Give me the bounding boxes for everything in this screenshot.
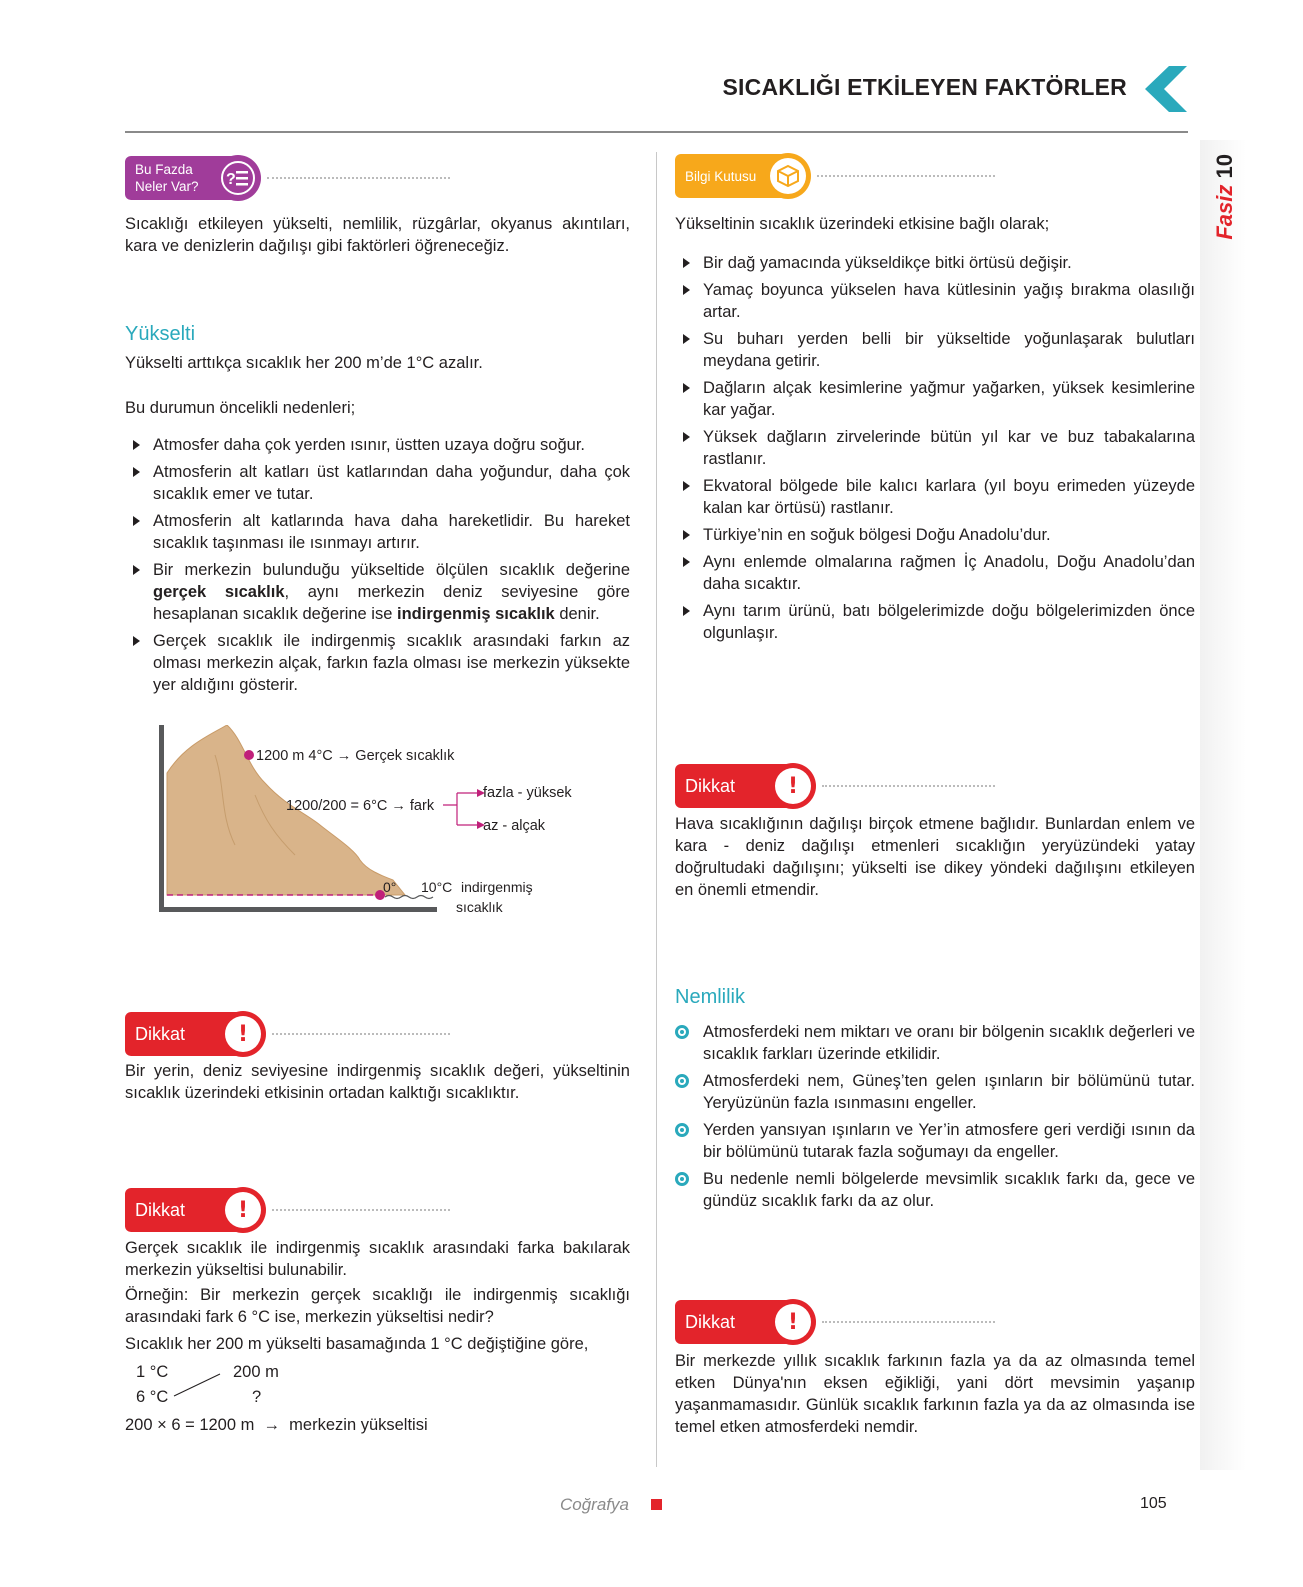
nemlilik-list [675,1021,1195,1217]
list-item: Türkiye’nin en soğuk bölgesi Doğu Anadolu’dur. [675,524,1195,546]
dikkat-label: Dikkat [135,1023,186,1044]
dikkat4-text: Bir merkezde yıllık sıcaklık farkının fazla ya da az olmasında temel etken Dünya'nın eksen eğikliği, yani dört mevsimin yaşanıp yaşanmamasıdır. Günlük sıcaklık farkının fazla ya da az olmasında ise temel etken atmosferdeki nemdir. [675,1352,1195,1436]
column-divider [656,152,657,1467]
list-item: Atmosferdeki nem miktarı ve oranı bir bölgenin sıcaklık değerleri ve sıcaklık farkları üzerinde etkilidir. [675,1021,1195,1065]
ratio-cross-line [172,1372,222,1398]
dikkat2-p3: Sıcaklık her 200 m yükselti basamağında 1 °C değiştiğine göre, [125,1335,589,1353]
label-az: az - alçak [483,818,546,834]
exclamation-icon: ! [775,768,811,804]
label-sicaklik: sıcaklık [456,899,503,915]
list-item [125,559,630,625]
footer-subject: Coğrafya [560,1495,629,1514]
fasiz-label [1212,154,1238,240]
label-indirgenmis: indirgenmiş [461,879,533,895]
dikkat3-text: Hava sıcaklığının dağılışı birçok etmene bağlıdır. Bunlardan enlem ve kara - deniz dağılışı etmenleri sıcaklığın yeryüzündeki yatay doğrultudaki dağılışını; yükselti ise dikey yöndeki dağılışını etkileyen en önemli etmendir. [675,815,1195,899]
list-item: Dağların alçak kesimlerine yağmur yağarken, yüksek kesimlerine kar yağar. [675,377,1195,421]
dikkat-label: Dikkat [685,775,736,796]
list-item: Yamaç boyunca yükselen hava kütlesinin yağış bırakma olasılığı artar. [675,279,1195,323]
gercek-sicaklik-term: gerçek sıcaklık [153,583,285,601]
header-rule [125,131,1188,133]
bullet4-part3: denir. [554,605,600,623]
label-zero: 0° [383,879,397,895]
list-item: Aynı tarım ürünü, batı bölgelerimizde doğu bölgelerimizden önce olgunlaşır. [675,600,1195,644]
neler-var-line1: Bu Fazda [135,162,193,177]
list-item: Atmosferdeki nem, Güneş’ten gelen ışınların bir bölümünü tutar. Yeryüzünün fazla ısınmasını engeller. [675,1070,1195,1114]
list-item: Aynı enlemde olmalarına rağmen İç Anadolu, Doğu Anadolu’dan daha sıcaktır. [675,551,1195,595]
fasiz-number: 10 [1212,154,1237,179]
ratio-2a: 6 °C [136,1388,169,1406]
box-icon [765,153,811,199]
dotted-line [817,175,995,177]
list-item: Bu nedenle nemli bölgelerde mevsimlik sıcaklık farkı da, gece ve gündüz sıcaklık farkı da az olur. [675,1168,1195,1212]
svg-text:?: ? [226,171,236,188]
neler-var-badge [125,155,450,201]
ratio-2b: ? [252,1388,262,1406]
page-title: SICAKLIĞI ETKİLEYEN FAKTÖRLER [722,74,1127,100]
dotted-line [822,1321,995,1323]
dikkat-badge [675,763,995,809]
dikkat2-p2: Örneğin: Bir merkezin gerçek sıcaklığı ile indirgenmiş sıcaklığı arasındaki fark 6 °C ise, merkezin yükseltisi nedir? [125,1286,630,1326]
list-item: Yerden yansıyan ışınların ve Yer’in atmosfere geri verdiği ısının da bir bölümünü tutarak fazla soğumayı da engeller. [675,1119,1195,1163]
list-item: Atmosferin alt katlarında hava daha hareketlidir. Bu hareket sıcaklık taşınması ile ısınmayı artırır. [125,510,630,554]
ratio-1b: 200 m [233,1363,279,1381]
bilgi-kutusu-badge [675,153,995,199]
dikkat2-p1: Gerçek sıcaklık ile indirgenmiş sıcaklık arasındaki farka bakılarak merkezin yükseltisi bulunabilir. [125,1239,630,1279]
bilgi-kutusu-label: Bilgi Kutusu [685,168,757,184]
list-item: Su buharı yerden belli bir yükseltide yoğunlaşarak bulutları meydana getirir. [675,328,1195,372]
fasiz-prefix: Fasiz [1212,184,1237,240]
label-ten: 10°C [421,879,453,895]
list-item: Yüksek dağların zirvelerinde bütün yıl kar ve buz tabakalarına rastlanır. [675,426,1195,470]
dotted-line [272,1209,450,1211]
bilgi-list [675,252,1195,649]
label-fazla: fazla - yüksek [483,785,572,801]
dikkat2-result: 200 × 6 = 1200 m → merkezin yükseltisi [125,1416,428,1434]
bilgi-intro: Yükseltinin sıcaklık üzerindeki etkisine bağlı olarak; [675,215,1050,233]
footer-square [651,1499,662,1510]
ratio-1a: 1 °C [136,1363,169,1381]
exclamation-icon: ! [225,1192,261,1228]
nedenler-title: Bu durumun öncelikli nedenleri; [125,399,356,417]
dikkat-label: Dikkat [135,1199,186,1220]
chevron-left-icon [1145,66,1187,112]
dikkat-badge [675,1299,995,1345]
list-item: Ekvatoral bölgede bile kalıcı karlara (yıl boyu erimeden yüzeyde kalan kar örtüsü) rastlanır. [675,475,1195,519]
question-list-icon [215,155,261,201]
dikkat-badge [125,1187,450,1233]
intro-text: Sıcaklığı etkileyen yükselti, nemlilik, rüzgârlar, okyanus akıntıları, kara ve denizlerin dağılışı gibi faktörleri öğreneceğiz. [125,215,630,255]
dikkat-badge [125,1011,450,1057]
dotted-line [267,177,450,179]
dikkat1-text: Bir yerin, deniz seviyesine indirgenmiş sıcaklık değeri, yükseltinin sıcaklık üzerindeki etkisinin ortadan kalktığı sıcaklıktır. [125,1062,630,1102]
elevation-diagram [155,725,625,930]
dikkat-label: Dikkat [685,1311,736,1332]
list-item: Atmosfer daha çok yerden ısınır, üstten uzaya doğru soğur. [125,434,630,456]
dotted-line [272,1033,450,1035]
side-tab [1200,140,1246,1470]
list-item: Bir dağ yamacında yükseldikçe bitki örtüsü değişir. [675,252,1195,274]
nedenler-list [125,434,630,701]
page-number: 105 [1140,1495,1167,1512]
bullet4-part2: , aynı merkezin deniz seviyesine göre hesaplanan sıcaklık değerine ise [153,583,630,623]
bullet4-part1: Bir merkezin bulunduğu yükseltide ölçülen sıcaklık değerine [153,561,630,579]
neler-var-line2: Neler Var? [135,179,199,194]
list-item: Atmosferin alt katları üst katlarından daha yoğundur, daha çok sıcaklık emer ve tutar. [125,461,630,505]
dotted-line [822,785,995,787]
yukselti-heading: Yükselti [125,323,196,345]
exclamation-icon: ! [775,1304,811,1340]
axis-vertical [159,725,164,912]
indirgenmis-sicaklik-term: indirgenmiş sıcaklık [397,605,555,623]
label-top: 1200 m 4°C → Gerçek sıcaklık [256,748,455,764]
summit-point [244,750,254,760]
list-item: Gerçek sıcaklık ile indirgenmiş sıcaklık arasındaki farkın az olması merkezin alçak, farkın fazla olması ise merkezin yüksekte yer aldığını gösterir. [125,630,630,696]
nemlilik-heading: Nemlilik [675,986,745,1008]
exclamation-icon: ! [225,1016,261,1052]
label-fark: 1200/200 = 6°C → fark [286,798,435,814]
axis-horizontal [159,907,437,912]
yukselti-text: Yükselti arttıkça sıcaklık her 200 m’de 1°C azalır. [125,354,483,372]
